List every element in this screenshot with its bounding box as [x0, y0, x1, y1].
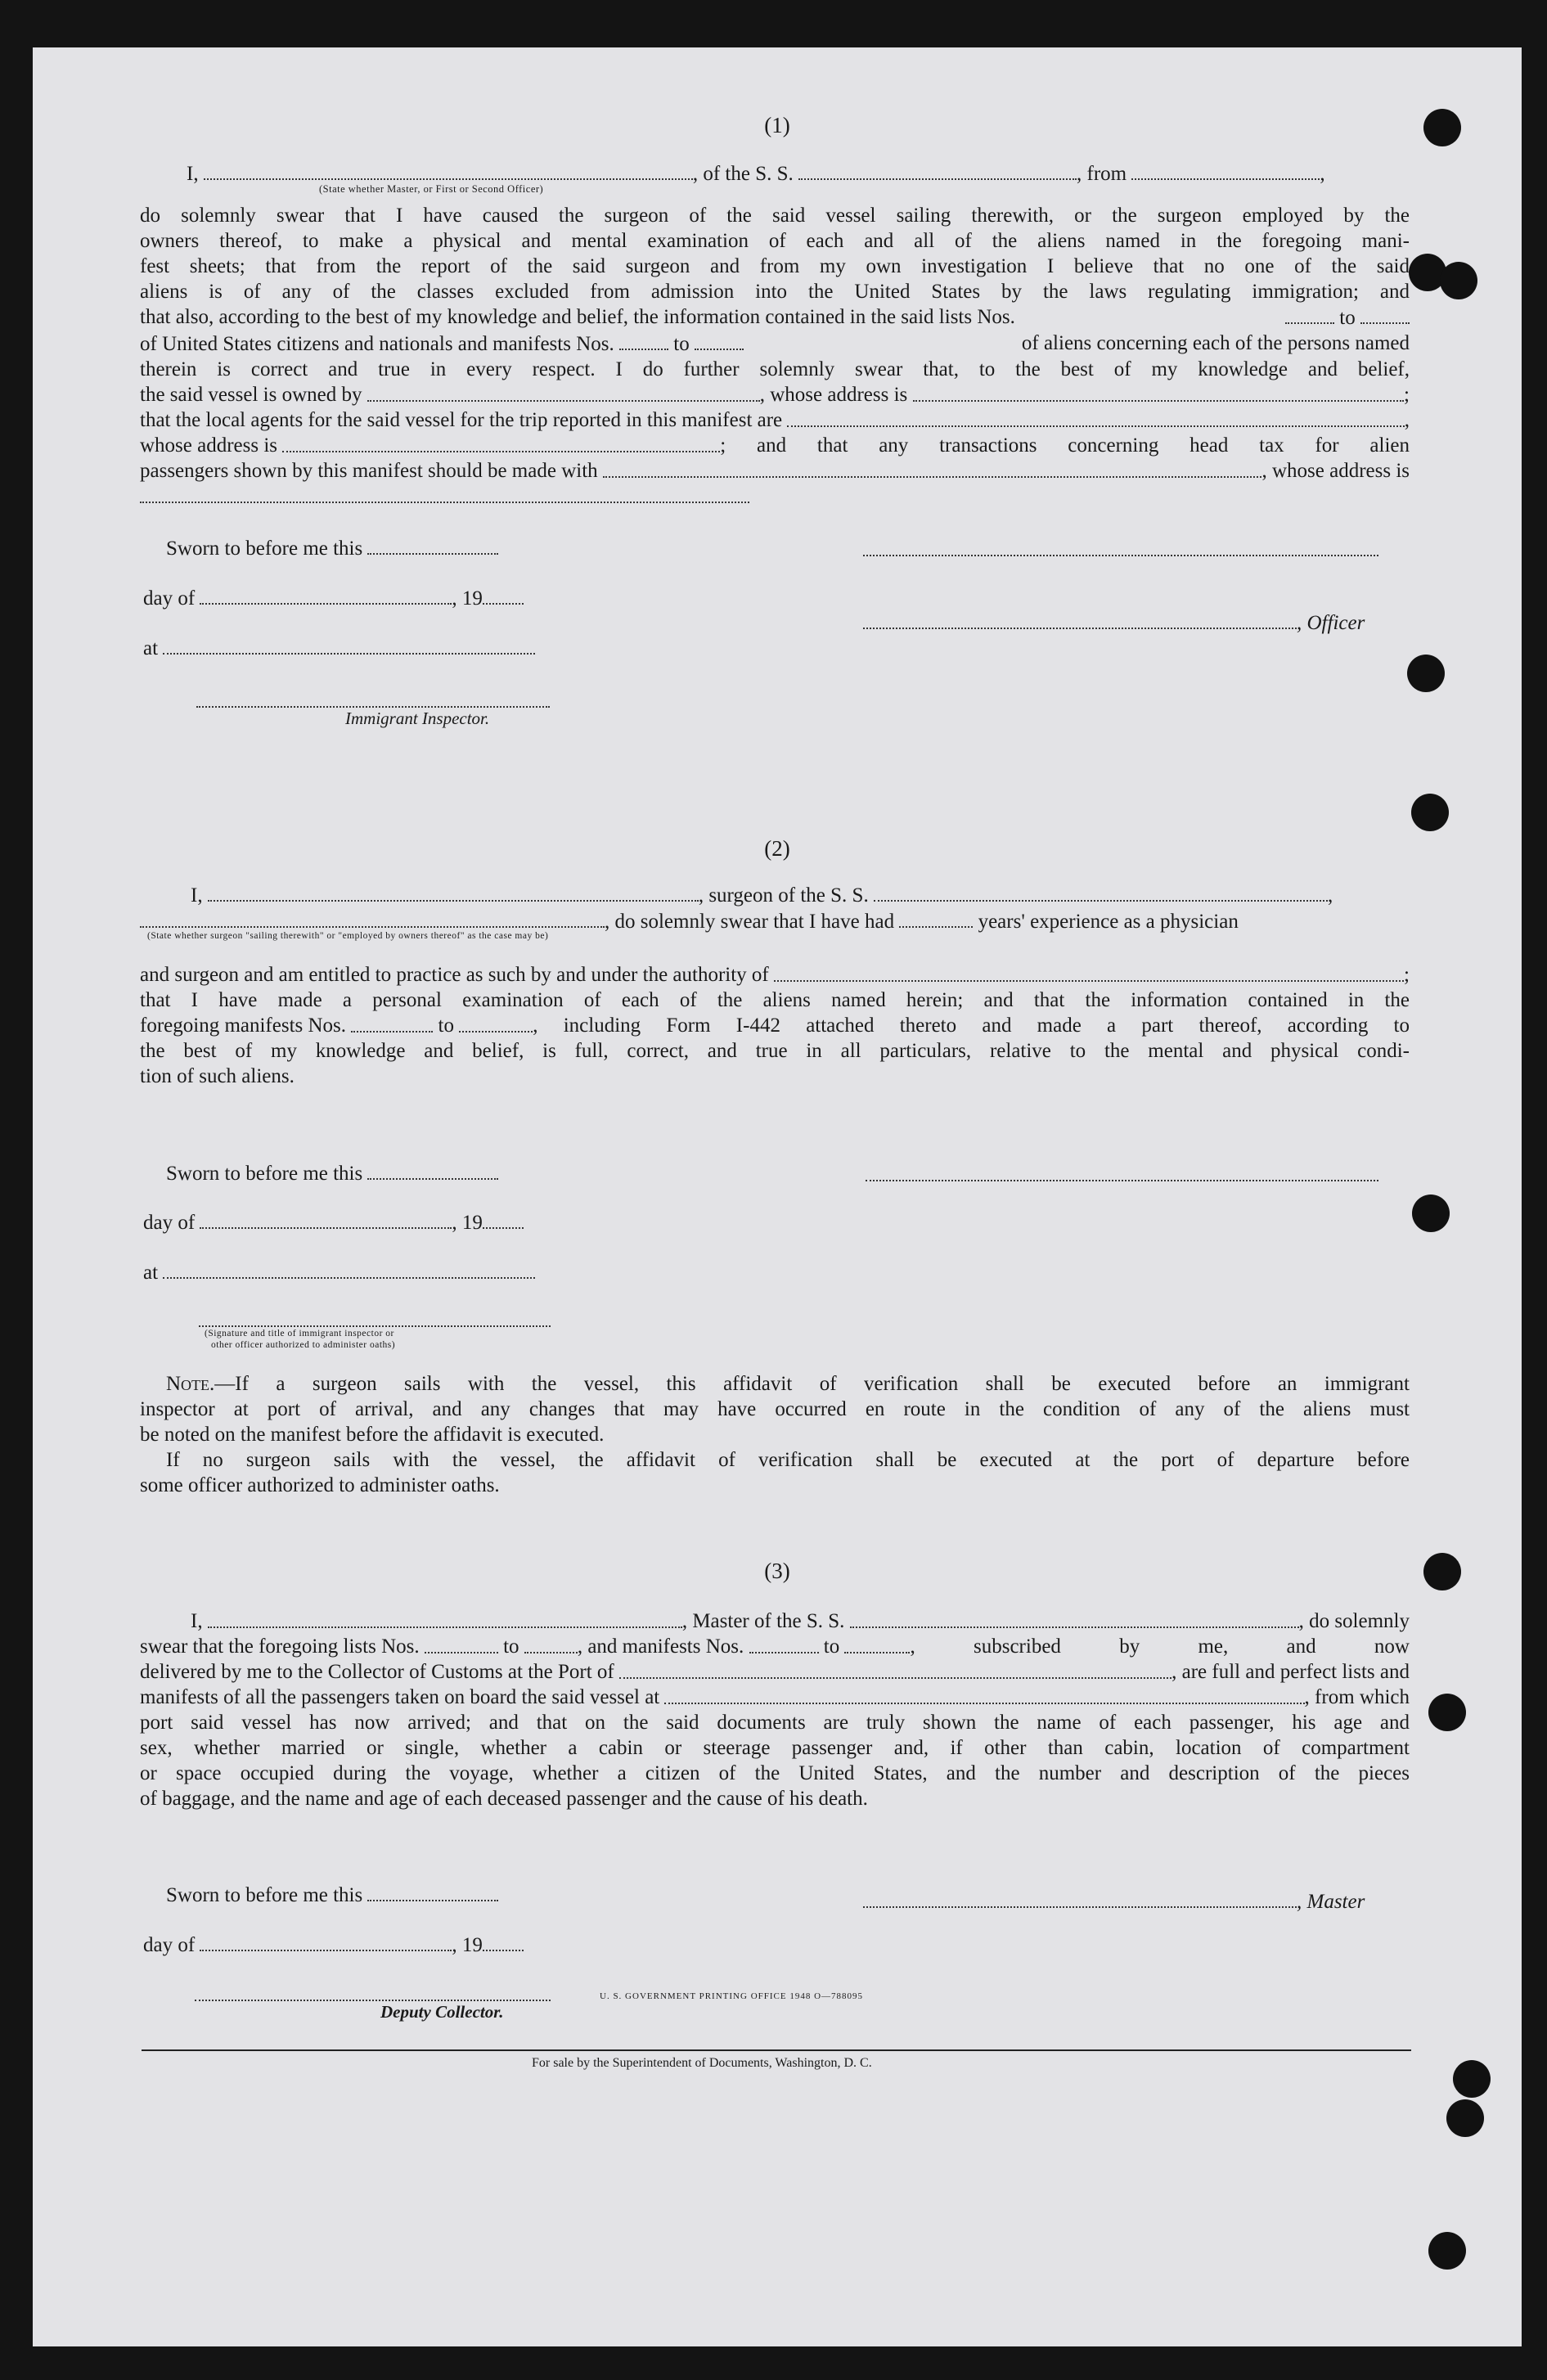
manifests-tail: of aliens concerning each of the persons named [1021, 332, 1410, 354]
month-field[interactable] [200, 1209, 452, 1229]
head-tax-text: ; and that any transactions concerning head tax for alien [720, 434, 1410, 457]
comma: , [1320, 163, 1325, 185]
paragraph-line: that I have made a personal examination of each of the aliens named herein; and that the information contained in the [140, 989, 1410, 1011]
sworn-day-field[interactable] [367, 535, 498, 555]
vessel-name-field[interactable] [798, 160, 1077, 180]
paragraph-line: therein is correct and true in every respect. I do further solemnly swear that, to the best of my knowledge and belief, [140, 358, 1410, 380]
manifests-to-field[interactable] [844, 1634, 910, 1653]
swear-had-text: , do solemnly swear that I have had [605, 911, 895, 933]
surgeon-status-field[interactable] [140, 908, 605, 928]
delivered-line [140, 1659, 1410, 1685]
printer-imprint: U. S. GOVERNMENT PRINTING OFFICE 1948 O—788095 [600, 1991, 864, 2001]
section-3-paragraph [140, 1608, 1410, 1811]
paragraph-line: port said vessel has now arrived; and that on the said documents are truly shown the name of each passenger, his age and [140, 1712, 1410, 1734]
to-label: to [503, 1635, 519, 1658]
foregoing-line [140, 1013, 1410, 1038]
agents-address-field[interactable] [282, 433, 720, 452]
authority-label: and surgeon and am entitled to practice as such by and under the authority of [140, 964, 769, 986]
master-signature-field[interactable] [863, 1888, 1297, 1908]
semicolon: ; [1404, 384, 1410, 406]
day-of-label: day of [143, 587, 196, 610]
i-label: I, [191, 884, 203, 907]
punch-hole [1407, 655, 1445, 692]
embark-port-field[interactable] [664, 1685, 1304, 1704]
lists-from-field[interactable] [425, 1634, 498, 1653]
swear-lists-text: swear that the foregoing lists Nos. [140, 1635, 420, 1658]
master-line [140, 1608, 1410, 1634]
manifests-all-text: manifests of all the passengers taken on board the said vessel at [140, 1686, 660, 1708]
day-of-line [143, 1932, 524, 1958]
section-2-line-1 [191, 882, 1333, 908]
semicolon: ; [1404, 964, 1410, 986]
officer-title-field[interactable] [863, 610, 1297, 629]
paragraph-line: fest sheets; that from the report of the said surgeon and from my own investigation I believe that no one of the said [140, 255, 1410, 277]
solemnly-text: , do solemnly [1298, 1610, 1410, 1632]
vessel-name-field[interactable] [850, 1608, 1299, 1628]
lists-to-field[interactable] [524, 1634, 578, 1653]
foregoing-label: foregoing manifests Nos. [140, 1015, 347, 1037]
note-line: some officer authorized to administer oaths. [140, 1474, 500, 1496]
officer-label: , Officer [1297, 612, 1365, 634]
paragraph-line: aliens is of any of the classes excluded from admission into the United States by the laws regulating immigration; and [140, 281, 1410, 303]
lists-to-field[interactable] [1360, 304, 1410, 324]
inspector-signature-line[interactable] [199, 1325, 551, 1327]
punch-hole [1440, 262, 1477, 299]
made-with-label: passengers shown by this manifest should be made with [140, 460, 598, 482]
officer-label-line [863, 610, 1365, 636]
month-field[interactable] [200, 1932, 452, 1951]
authority-line [140, 962, 1410, 988]
signature-note-1: (Signature and title of immigrant inspector or [205, 1329, 394, 1338]
paragraph-line: or space occupied during the voyage, whether a citizen of the United States, and the number and description of the pieces [140, 1762, 1410, 1784]
form-page [33, 47, 1522, 2346]
master-label: , Master [1297, 1891, 1365, 1913]
to-label: to [823, 1635, 840, 1658]
from-port-field[interactable] [1131, 160, 1320, 180]
whose-address-label: whose address is [140, 434, 278, 457]
lists-line [140, 304, 1410, 331]
sworn-day-field[interactable] [367, 1882, 498, 1901]
note-text: —If a surgeon sails with the vessel, this affidavit of verification shall be executed before an immigrant [214, 1373, 1410, 1395]
officer-note: (State whether Master, or First or Second Officer) [319, 183, 544, 195]
footer-text: For sale by the Superintendent of Documents, Washington, D. C. [532, 2056, 872, 2070]
comma: , [1327, 884, 1333, 907]
manifests-line [140, 331, 1410, 357]
full-perfect-text: , are full and perfect lists and [1171, 1661, 1410, 1683]
month-field[interactable] [200, 585, 452, 605]
port-field[interactable] [619, 1659, 1171, 1679]
year-label: , 19 [452, 1934, 483, 1956]
day-of-label: day of [143, 1212, 196, 1234]
inspector-label: Immigrant Inspector. [345, 709, 490, 728]
paragraph-line: tion of such aliens. [140, 1065, 295, 1087]
manifests-all-line [140, 1685, 1410, 1710]
sworn-label: Sworn to before me this [166, 1884, 363, 1906]
section-2-paragraph [140, 962, 1410, 1089]
paragraph-line: sex, whether married or single, whether a cabin or steerage passenger and, if other than cabin, location of compartment [140, 1737, 1410, 1759]
footer-rule [142, 2049, 1411, 2051]
deputy-label: Deputy Collector. [380, 2002, 504, 2022]
surgeon-signature-line[interactable] [866, 1180, 1378, 1181]
master-signature-line [863, 1888, 1365, 1914]
manifests-from-field[interactable] [619, 331, 668, 350]
surgeon-name-field[interactable] [208, 882, 699, 902]
punch-hole [1412, 1194, 1450, 1232]
sworn-line [166, 535, 498, 561]
manifest-to-field[interactable] [459, 1013, 533, 1033]
to-label: to [438, 1015, 454, 1037]
head-tax-address-line [140, 484, 1410, 510]
head-tax-address-field[interactable] [140, 484, 749, 503]
at-line [143, 1259, 535, 1285]
paragraph-line: do solemnly swear that I have caused the surgeon of the said vessel sailing therewith, or the surgeon employed by the [140, 205, 1410, 227]
at-line [143, 635, 535, 661]
at-place-field[interactable] [163, 635, 535, 655]
delivered-text: delivered by me to the Collector of Customs at the Port of [140, 1661, 614, 1683]
at-label: at [143, 637, 159, 659]
year-field[interactable] [483, 585, 524, 605]
surgeon-note: (State whether surgeon "sailing therewith" or "employed by owners thereof" as the case may be) [147, 931, 549, 941]
day-of-line [143, 1209, 524, 1235]
year-field[interactable] [483, 1932, 524, 1951]
punch-hole [1428, 1694, 1466, 1731]
year-label: , 19 [452, 1212, 483, 1234]
agents-address-line [140, 433, 1410, 458]
note-line: be noted on the manifest before the affidavit is executed. [140, 1424, 605, 1446]
owned-by-line [140, 382, 1410, 407]
manifests-to-field[interactable] [695, 331, 744, 350]
sworn-day-field[interactable] [367, 1160, 498, 1180]
manifest-from-field[interactable] [351, 1013, 433, 1033]
to-label: to [673, 333, 690, 355]
punch-hole [1411, 794, 1449, 831]
note-line [140, 1371, 1410, 1397]
owned-by-label: the said vessel is owned by [140, 384, 362, 406]
lists-from-field[interactable] [1285, 304, 1334, 324]
owner-field[interactable] [367, 382, 760, 402]
authority-field[interactable] [774, 962, 1404, 982]
and-manifests-text: , and manifests Nos. [577, 1635, 744, 1658]
year-label: , 19 [452, 587, 483, 610]
i-label: I, [191, 1610, 203, 1632]
owner-address-field[interactable] [913, 382, 1405, 402]
manifests-lead: of United States citizens and nationals and manifests Nos. [140, 333, 614, 355]
years-experience-text: years' experience as a physician [978, 911, 1239, 933]
at-label: at [143, 1262, 159, 1284]
lists-line [140, 1634, 1410, 1659]
subscribed-text: , subscribed by me, and now [910, 1635, 1410, 1658]
head-tax-party-field[interactable] [603, 458, 1262, 478]
note-line: inspector at port of arrival, and any changes that may have occurred en route in the condition of any of the aliens must [140, 1398, 1410, 1420]
to-label: to [1339, 307, 1356, 329]
years-field[interactable] [899, 908, 973, 928]
local-agents-field[interactable] [787, 407, 1404, 427]
year-field[interactable] [483, 1209, 524, 1229]
master-name-field[interactable] [208, 1608, 682, 1628]
lists-lead: that also, according to the best of my knowledge and belief, the information contained in the said lists Nos. [140, 306, 1015, 328]
section-2-number: (2) [764, 836, 790, 861]
sworn-label: Sworn to before me this [166, 1163, 363, 1185]
paragraph-line: of baggage, and the name and age of each deceased passenger and the cause of his death. [140, 1788, 868, 1810]
of-ss-label: , of the S. S. [692, 163, 794, 185]
section-1-paragraph [140, 203, 1410, 510]
whose-address-label: , whose address is [759, 384, 908, 406]
at-place-field[interactable] [163, 1259, 535, 1279]
comma: , [1404, 409, 1410, 431]
punch-hole [1446, 2099, 1484, 2137]
section-3-number: (3) [764, 1559, 790, 1583]
local-agents-line [140, 407, 1410, 433]
from-label: , from [1077, 163, 1127, 185]
sworn-line [166, 1882, 498, 1908]
note-label: Note. [166, 1373, 215, 1395]
day-of-label: day of [143, 1934, 196, 1956]
local-agents-label: that the local agents for the said vessel for the trip reported in this manifest are [140, 409, 783, 431]
signature-note-2: other officer authorized to administer oaths) [211, 1340, 396, 1350]
punch-hole [1428, 2232, 1466, 2270]
i-label: I, [187, 163, 199, 185]
officer-name-field[interactable] [204, 160, 693, 180]
vessel-name-field[interactable] [874, 882, 1328, 902]
paragraph-line: owners thereof, to make a physical and mental examination of each and all of the aliens named in the foregoing mani- [140, 230, 1410, 252]
surgeon-of-label: , surgeon of the S. S. [698, 884, 869, 907]
day-of-line [143, 585, 524, 611]
sworn-line [166, 1160, 498, 1186]
manifests-from-field[interactable] [749, 1634, 819, 1653]
including-text: , including Form I-442 attached thereto and made a part thereof, according to [533, 1015, 1410, 1037]
note-paragraph [140, 1371, 1410, 1498]
scan-edge-right [1522, 0, 1547, 2380]
whose-address-label: , whose address is [1261, 460, 1410, 482]
from-which-text: , from which [1304, 1686, 1410, 1708]
punch-hole [1453, 2060, 1491, 2098]
paragraph-line: the best of my knowledge and belief, is full, correct, and true in all particulars, relative to the mental and physical condi- [140, 1040, 1410, 1062]
section-1-number: (1) [764, 113, 790, 137]
sworn-label: Sworn to before me this [166, 538, 363, 560]
master-of-label: , Master of the S. S. [681, 1610, 845, 1632]
note-line: If no surgeon sails with the vessel, the affidavit of verification shall be executed at the port of departure before [166, 1449, 1410, 1471]
officer-signature-line[interactable] [863, 555, 1378, 556]
head-tax-line [140, 458, 1410, 484]
